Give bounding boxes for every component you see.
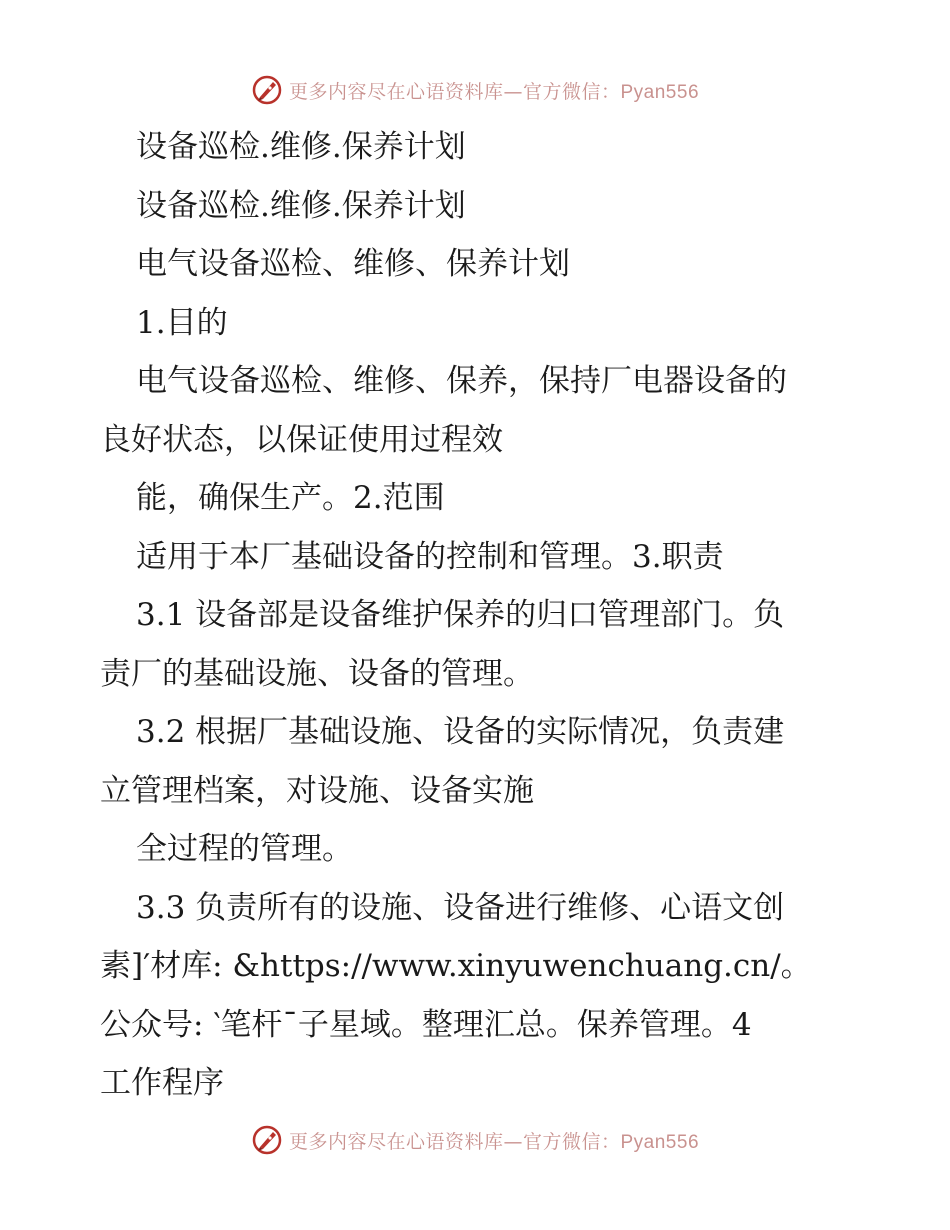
quill-logo-icon — [251, 74, 283, 106]
footer-watermark-inner — [251, 1124, 699, 1156]
watermark-dash: — — [503, 1130, 523, 1153]
paragraph-line: 素]′材库: &https://www.xinyuwenchuang.cn/。 — [100, 948, 812, 984]
watermark-wechat-id: Pyan556 — [620, 81, 700, 103]
paragraph-line: 电气设备巡检、维修、保养，保持厂电器设备的 — [136, 363, 787, 399]
footer-watermark-banner — [0, 1120, 950, 1160]
paragraph-line: 能，确保生产。2.范围 — [136, 480, 445, 516]
watermark-brand: 更多内容尽在心语资料库 — [288, 80, 504, 103]
paragraph-line: 3.3 负责所有的设施、设备进行维修、心语文创 — [136, 889, 785, 926]
paragraph-line: 公众号: ‵笔杆¯子星域。整理汇总。保养管理。4 — [100, 1006, 752, 1043]
paragraph-line: 良好状态，以保证使用过程效 — [100, 421, 503, 458]
watermark-wechat-label: 官方微信： — [522, 80, 621, 103]
watermark-wechat-id: Pyan556 — [620, 1131, 700, 1153]
header-watermark-text — [289, 77, 699, 104]
header-watermark-inner — [251, 74, 699, 106]
paragraph-line: 适用于本厂基础设备的控制和管理。3.职责 — [136, 538, 724, 575]
paragraph-line: 全过程的管理。 — [136, 831, 353, 867]
document-body — [100, 118, 860, 1113]
footer-watermark-text — [289, 1127, 699, 1154]
paragraph-line: 立管理档案，对设施、设备实施 — [100, 772, 534, 809]
section-heading-purpose: 1.目的 — [136, 304, 228, 341]
watermark-brand: 更多内容尽在心语资料库 — [288, 1130, 504, 1153]
watermark-dash: — — [503, 80, 523, 103]
paragraph-line: 责厂的基础设施、设备的管理。 — [100, 655, 534, 692]
watermark-wechat-label: 官方微信： — [522, 1130, 621, 1153]
paragraph-line: 3.2 根据厂基础设施、设备的实际情况，负责建 — [136, 714, 785, 750]
header-watermark-banner — [0, 70, 950, 110]
paragraph-line: 工作程序 — [100, 1065, 224, 1101]
doc-title-line: 设备巡检.维修.保养计划 — [136, 129, 466, 165]
doc-title-line-repeat: 设备巡检.维修.保养计划 — [136, 187, 466, 224]
quill-logo-icon — [251, 1124, 283, 1156]
doc-heading-line: 电气设备巡检、维修、保养计划 — [136, 246, 570, 282]
paragraph-line: 3.1 设备部是设备维护保养的归口管理部门。负 — [136, 597, 785, 633]
